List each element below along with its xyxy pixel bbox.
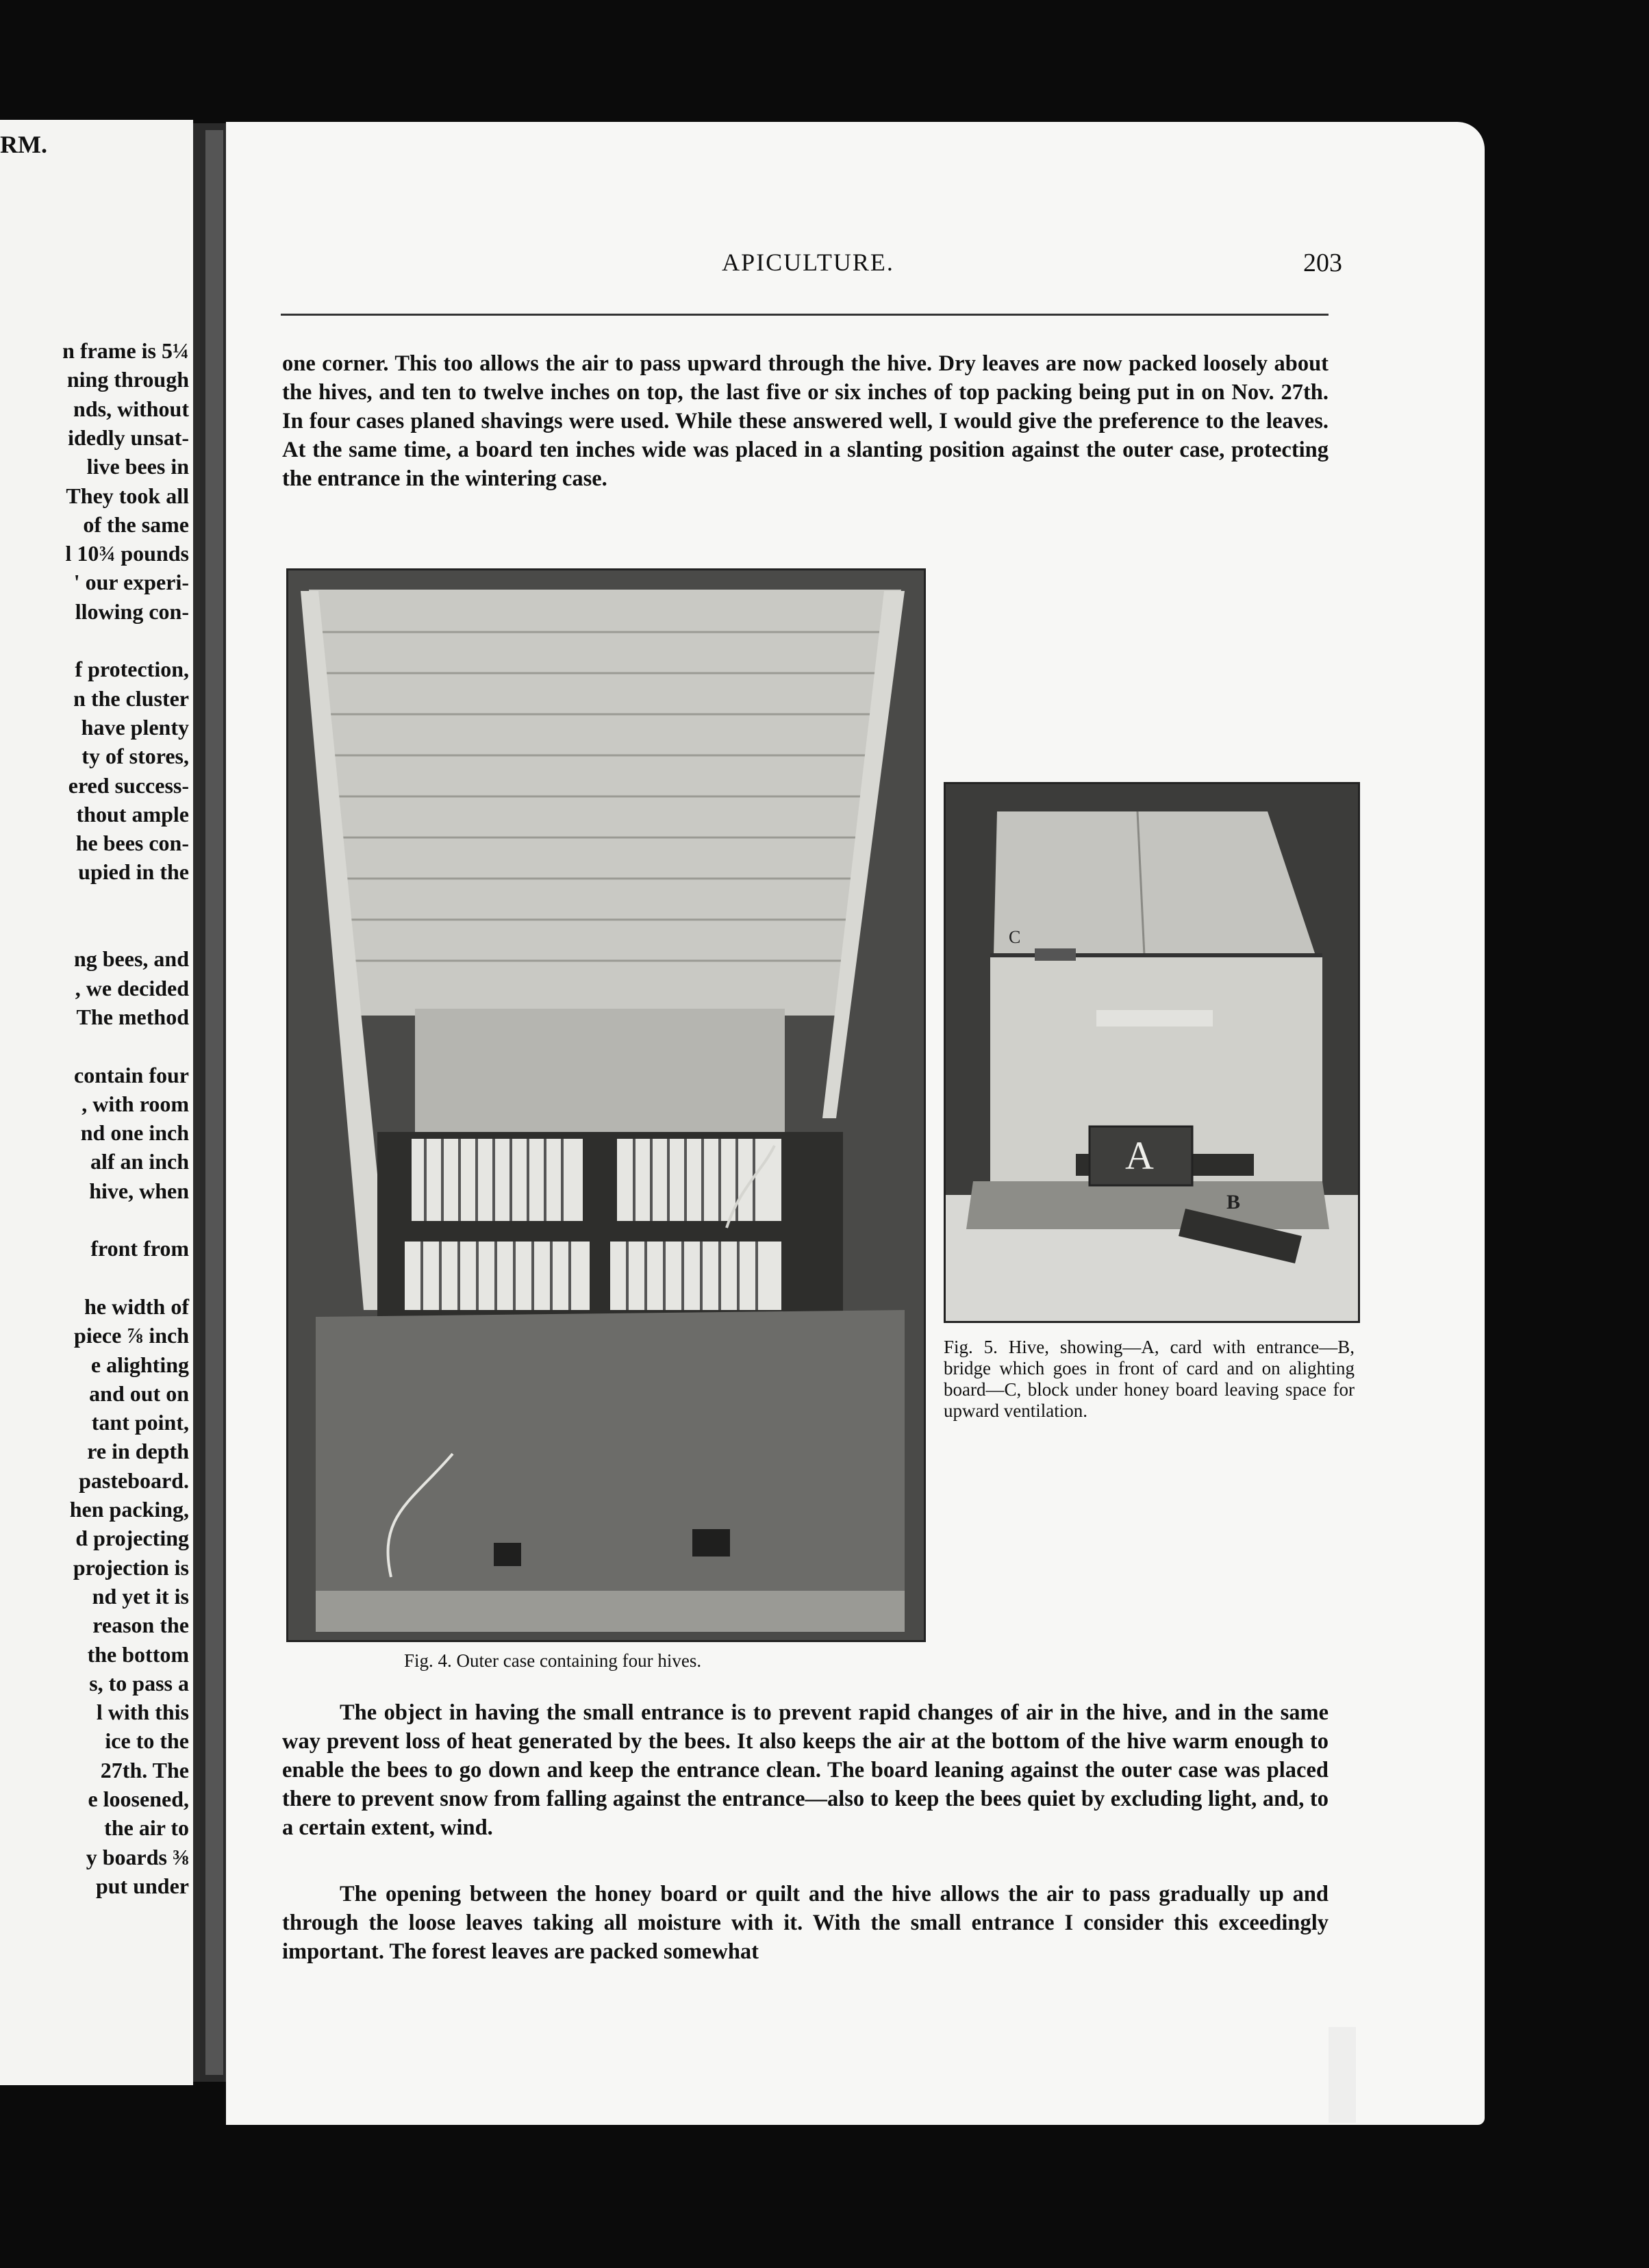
left-page-line: piece ⅞ inch bbox=[74, 1323, 189, 1348]
left-page-line: he bees con- bbox=[75, 831, 189, 856]
left-page-line: e loosened, bbox=[88, 1787, 189, 1811]
left-page-line: 27th. The bbox=[100, 1757, 189, 1782]
left-page-line: f protection, bbox=[75, 657, 189, 682]
left-page-line: thout ample bbox=[76, 801, 189, 827]
left-page-line: ng bees, and bbox=[73, 946, 189, 972]
left-page-line: s, to pass a bbox=[89, 1670, 189, 1696]
gutter-shadow bbox=[205, 130, 223, 2075]
left-page-line: hen packing, bbox=[69, 1497, 189, 1522]
label-b: B bbox=[1226, 1191, 1241, 1213]
left-page-line: tant point, bbox=[91, 1410, 189, 1435]
header-rule bbox=[281, 314, 1329, 316]
left-page-line: l with this bbox=[96, 1700, 189, 1725]
hive-illustration bbox=[946, 784, 1358, 1321]
left-page-line: They took all bbox=[66, 483, 189, 508]
figure-4-photo bbox=[286, 568, 926, 1642]
left-page-line: alf an inch bbox=[90, 1149, 189, 1174]
left-page-line: put under bbox=[95, 1873, 189, 1898]
left-page-line: l 10¾ pounds bbox=[65, 541, 189, 566]
left-page-line: contain four bbox=[74, 1062, 189, 1087]
paragraph-intro bbox=[282, 349, 1329, 493]
label-a: A bbox=[1125, 1133, 1154, 1178]
left-page-line: ' our experi- bbox=[73, 570, 189, 595]
figure-4-caption: Fig. 4. Outer case containing four hives. bbox=[404, 1650, 702, 1671]
left-page-line: re in depth bbox=[87, 1439, 189, 1464]
paragraph-text: one corner. This too allows the air to pass upward through the hive. Dry leaves are now packed loosely about the hives, and ten to twelve inches on top, the last five or six inches of top packing being put in on Nov. 27th. In four cases planed shavings were used. While these answered well, I would give the preference to the leaves. At the same time, a board ten inches wide was placed in a slanting position against the outer case, protecting the entrance in the wintering case. bbox=[282, 351, 1329, 491]
left-page-line: The method bbox=[76, 1004, 189, 1029]
paragraph-honey-board bbox=[282, 1880, 1329, 1966]
left-page-line: , we decided bbox=[75, 975, 189, 1000]
left-page-line: he width of bbox=[84, 1294, 189, 1319]
left-page-line: idedly unsat- bbox=[68, 425, 189, 450]
left-page-line: ning through bbox=[66, 367, 189, 392]
left-page-line: the air to bbox=[104, 1815, 189, 1841]
left-page-line: n the cluster bbox=[73, 685, 189, 711]
paragraph-small-entrance bbox=[282, 1698, 1329, 1842]
left-page-line: front from bbox=[90, 1236, 189, 1261]
outer-case-illustration bbox=[288, 570, 924, 1640]
left-page-line: n frame is 5¼ bbox=[62, 338, 189, 363]
left-page-line: ice to the bbox=[105, 1728, 189, 1754]
left-page-line: ty of stores, bbox=[81, 744, 189, 769]
left-page-line: hive, when bbox=[89, 1178, 189, 1203]
left-page-line: llowing con- bbox=[75, 598, 189, 624]
left-page-line: the bottom bbox=[87, 1641, 189, 1667]
left-page-line: live bees in bbox=[86, 454, 189, 479]
left-page-line: upied in the bbox=[78, 859, 189, 885]
paragraph-text: The object in having the small entrance is to prevent rapid changes of air in the hive, and in the same way prevent loss of heat generated by the bees. It also keeps the air at the bottom of the hive warm enough to enable the bees to go down and keep the entrance clean. The board leaning against the outer case was placed there to prevent snow from falling against the entrance—also to keep the bees quiet by excluding light, and, to a certain extent, wind. bbox=[282, 1700, 1329, 1840]
left-page-line: ered success- bbox=[68, 772, 189, 798]
left-page-line: e alighting bbox=[90, 1352, 189, 1377]
left-page-line: , with room bbox=[81, 1091, 189, 1116]
page-number: 203 bbox=[1303, 249, 1342, 277]
left-page-line: nd yet it is bbox=[92, 1583, 189, 1609]
left-page-line: of the same bbox=[83, 512, 189, 537]
paragraph-text: The opening between the honey board or quilt and the hive allows the air to pass gradually up and through the loose leaves taking all moisture with it. With the small entrance I consider this exceedingly important. The forest leaves are packed somewhat bbox=[282, 1882, 1329, 1964]
left-page-line: have plenty bbox=[81, 714, 189, 740]
running-head: APICULTURE. bbox=[722, 249, 894, 276]
figure-5-photo bbox=[944, 782, 1360, 1323]
left-page-line: and out on bbox=[89, 1381, 189, 1406]
left-page-line: nd one inch bbox=[80, 1120, 189, 1146]
left-page-line: projection is bbox=[73, 1554, 189, 1580]
label-c: C bbox=[1009, 927, 1021, 947]
left-page-line: y boards ⅜ bbox=[86, 1844, 189, 1869]
left-page-line: nds, without bbox=[73, 396, 189, 421]
left-page-line: pasteboard. bbox=[79, 1467, 189, 1493]
left-page-line: reason the bbox=[92, 1613, 189, 1638]
page-edge-shadow bbox=[1329, 2027, 1356, 2123]
figure-5-caption: Fig. 5. Hive, showing—A, card with entrance—B, bridge which goes in front of card and on alighting board—C, block under honey board leaving space for upward ventilation. bbox=[944, 1337, 1355, 1421]
left-page bbox=[0, 120, 193, 2085]
left-page-header: RM. bbox=[0, 131, 47, 158]
left-page-line: d projecting bbox=[75, 1526, 189, 1551]
